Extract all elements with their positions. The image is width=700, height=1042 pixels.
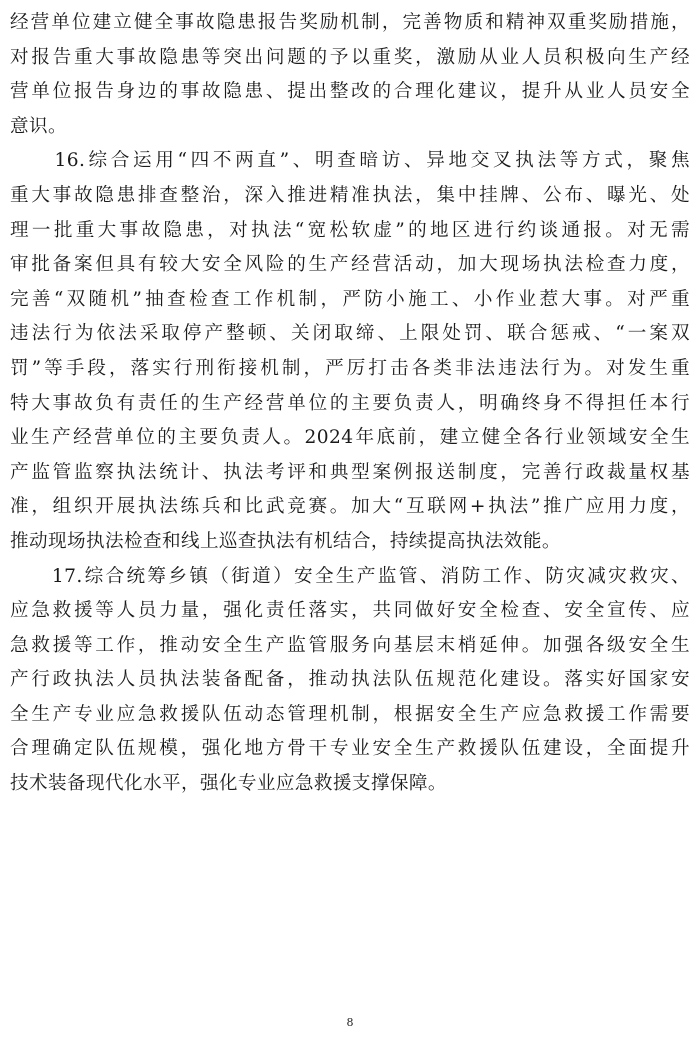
text-line: 对报告重大事故隐患等突出问题的予以重奖，激励从业人员积极向生产经	[10, 46, 690, 68]
text-line: 营单位报告身边的事故隐患、提出整改的合理化建议，提升从业人员安全	[10, 81, 690, 103]
text-line: 重大事故隐患排查整治，深入推进精准执法，集中挂牌、公布、曝光、处	[10, 184, 690, 206]
page-number: 8	[346, 1016, 354, 1029]
text-line: 准，组织开展执法练兵和比武竞赛。加大“互联网+执法”推广应用力度，	[10, 496, 690, 518]
text-line: 16.综合运用“四不两直”、明查暗访、异地交叉执法等方式，聚焦	[10, 150, 690, 172]
text-line: 急救援等工作，推动安全生产监管服务向基层末梢延伸。加强各级安全生	[10, 634, 690, 656]
text-line: 技术装备现代化水平，强化专业应急救援支撑保障。	[10, 773, 447, 795]
text-line: 特大事故负有责任的生产经营单位的主要负责人，明确终身不得担任本行	[10, 392, 690, 414]
text-line: 合理确定队伍规模，强化地方骨干专业安全生产救援队伍建设，全面提升	[10, 738, 690, 760]
text-line: 经营单位建立健全事故隐患报告奖励机制，完善物质和精神双重奖励措施，	[10, 12, 690, 33]
text-line: 意识。	[10, 115, 67, 137]
text-line: 业生产经营单位的主要负责人。2024年底前，建立健全各行业领域安全生	[10, 427, 690, 449]
text-line: 理一批重大事故隐患，对执法“宽松软虚”的地区进行约谈通报。对无需	[10, 219, 690, 241]
text-line: 17.综合统筹乡镇（街道）安全生产监管、消防工作、防灾减灾救灾、	[10, 565, 690, 587]
text-line: 违法行为依法采取停产整顿、关闭取缔、上限处罚、联合惩戒、“一案双	[10, 323, 690, 345]
text-line: 完善“双随机”抽查检查工作机制，严防小施工、小作业惹大事。对严重	[10, 288, 690, 310]
text-line: 审批备案但具有较大安全风险的生产经营活动，加大现场执法检查力度，	[10, 254, 690, 276]
text-line: 全生产专业应急救援队伍动态管理机制，根据安全生产应急救援工作需要	[10, 703, 690, 725]
text-line: 推动现场执法检查和线上巡查执法有机结合，持续提高执法效能。	[10, 530, 561, 552]
text-line: 产监管监察执法统计、执法考评和典型案例报送制度，完善行政裁量权基	[10, 461, 690, 483]
text-line: 罚”等手段，落实行刑衔接机制，严厉打击各类非法违法行为。对发生重	[10, 357, 690, 379]
body-text	[10, 6, 690, 802]
text-line: 应急救援等人员力量，强化责任落实，共同做好安全检查、安全宣传、应	[10, 600, 690, 622]
text-line: 产行政执法人员执法装备配备，推动执法队伍规范化建设。落实好国家安	[10, 669, 690, 691]
